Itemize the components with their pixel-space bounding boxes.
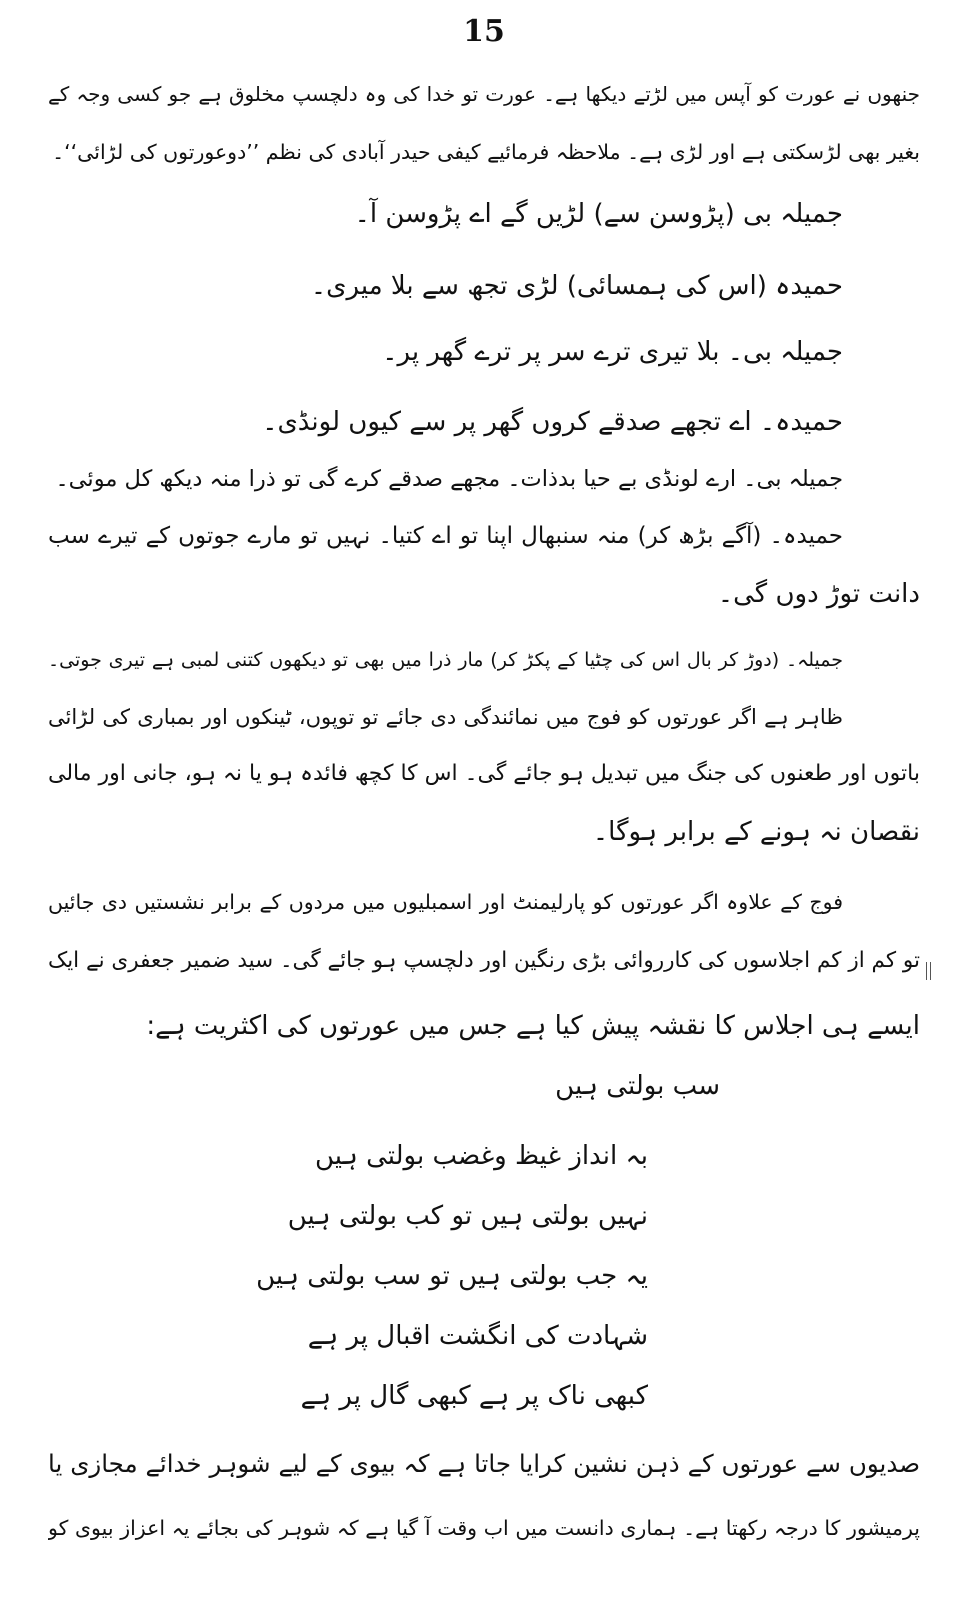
paragraph-line: پرمیشور کا درجہ رکھتا ہے۔ ہماری دانست میں اب وقت آ گیا ہے کہ شوہر کی بجائے یہ اعزاز بیوی کو (48, 1516, 920, 1540)
dialogue-line: جمیلہ بی (پڑوسن سے) لڑیں گے اے پڑوسن آ۔ (354, 199, 843, 229)
verse-line: سب بولتی ہیں (555, 1071, 720, 1101)
verse-line: شہادت کی انگشت اقبال پر ہے (307, 1321, 648, 1351)
paragraph-line: نقصان نہ ہونے کے برابر ہوگا۔ (592, 817, 920, 847)
paragraph-line: ظاہر ہے اگر عورتوں کو فوج میں نمائندگی دی جائے تو توپوں، ٹینکوں اور بمباری کی لڑائی (48, 705, 843, 729)
dialogue-line: جمیلہ۔ (دوڑ کر بال اس کی چٹیا کے پکڑ کر) مار ذرا میں بھی تو دیکھوں کتنی لمبی ہے تیری جوتی۔ (48, 649, 843, 671)
dialogue-line: جمیلہ بی۔ ارے لونڈی بے حیا بدذات۔ مجھے صدقے کرے گی تو ذرا منہ دیکھ کل موئی۔ (55, 466, 843, 492)
paragraph-line: ایسے ہی اجلاس کا نقشہ پیش کیا ہے جس میں عورتوں کی اکثریت ہے: (146, 1011, 920, 1041)
verse-line: نہیں بولتی ہیں تو کب بولتی ہیں (287, 1201, 648, 1231)
verse-line: یہ جب بولتی ہیں تو سب بولتی ہیں (256, 1261, 648, 1291)
dialogue-line: حمیدہ (اس کی ہمسائی) لڑی تجھ سے بلا میری۔ (310, 271, 843, 301)
verse-line: بہ انداز غیظ وغضب بولتی ہیں (314, 1141, 648, 1171)
verse-line: کبھی ناک پر ہے کبھی گال پر ہے (300, 1381, 648, 1411)
paragraph-line: صدیوں سے عورتوں کے ذہن نشین کرایا جاتا ہے کہ بیوی کے لیے شوہر خدائے مجازی یا (48, 1449, 920, 1478)
dialogue-line: حمیدہ۔ (آگے بڑھ کر) منہ سنبھال اپنا تو اے کتیا۔ نہیں تو مارے جوتوں کے تیرے سب (48, 523, 843, 549)
dialogue-line: دانت توڑ دوں گی۔ (717, 579, 920, 609)
dialogue-line: حمیدہ۔ اے تجھے صدقے کروں گھر پر سے کیوں لونڈی۔ (262, 407, 843, 437)
paragraph-line: فوج کے علاوہ اگر عورتوں کو پارلیمنٹ اور اسمبلیوں میں مردوں کے برابر نشستیں دی جائیں (48, 890, 843, 914)
dialogue-line: جمیلہ بی۔ بلا تیری ترے سر پر ترے گھر پر۔ (382, 337, 843, 367)
paragraph-line: بغیر بھی لڑسکتی ہے اور لڑی ہے۔ ملاحظہ فرمائیے کیفی حیدر آبادی کی نظم ’’دوعورتوں کی لڑائی‘‘۔ (52, 140, 920, 164)
paragraph-line: جنھوں نے عورت کو آپس میں لڑتے دیکھا ہے۔ عورت تو خدا کی وہ دلچسپ مخلوق ہے جو کسی وجہ کے (48, 82, 920, 106)
margin-mark (926, 962, 931, 980)
paragraph-line: باتوں اور طعنوں کی جنگ میں تبدیل ہو جائے گی۔ اس کا کچھ فائدہ ہو یا نہ ہو، جانی اور مالی (48, 761, 920, 786)
page-number: 15 (463, 14, 505, 49)
paragraph-line: تو کم از کم اجلاسوں کی کارروائی بڑی رنگین اور دلچسپ ہو جائے گی۔ سید ضمیر جعفری نے ایک (48, 948, 920, 973)
